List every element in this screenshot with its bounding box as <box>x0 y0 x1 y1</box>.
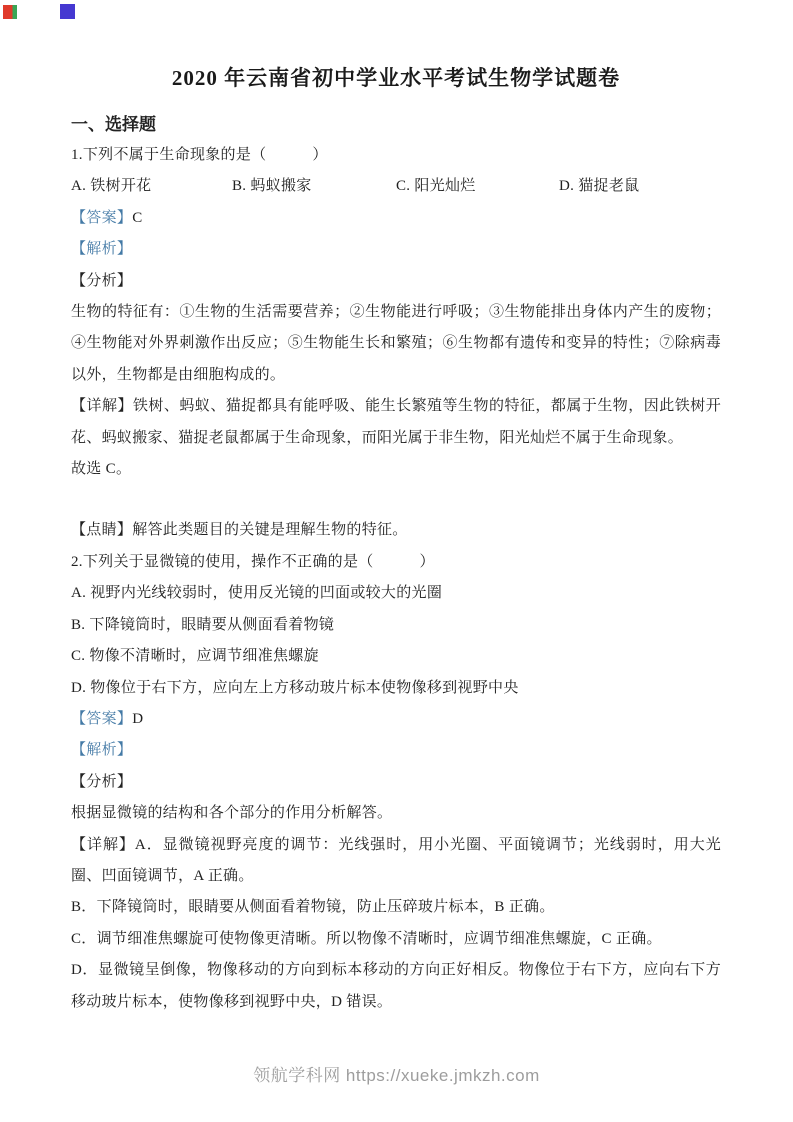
exam-title: 2020 年云南省初中学业水平考试生物学试题卷 <box>171 66 621 90</box>
answer-label: 【答案】 <box>71 710 133 727</box>
question-2-answer-line <box>71 704 721 735</box>
question-2-detail-c: C．调节细准焦螺旋可使物像更清晰。所以物像不清晰时，应调节细准焦螺旋，C 正确。 <box>71 930 662 947</box>
question-1-detail-text: 【详解】铁树、蚂蚁、猫捉都具有能呼吸、能生长繁殖等生物的特征，都属于生物，因此铁树开花、蚂蚁搬家、猫捉老鼠都属于生命现象，而阳光属于非生物，阳光灿烂不属于生命现象。 <box>71 398 721 446</box>
question-1-option-c: C. 阳光灿烂 <box>396 178 476 195</box>
question-2-option-c: C. 物像不清晰时，应调节细准焦螺旋 <box>71 648 319 665</box>
section-heading: 一、选择题 <box>71 115 156 134</box>
question-2-detail-b: B．下降镜筒时，眼睛要从侧面看着物镜，防止压碎玻片标本，B 正确。 <box>71 899 555 916</box>
question-2-answer-value: D <box>132 710 144 727</box>
question-2-detail-d: D．显微镜呈倒像，物像移动的方向到标本移动的方向正好相反。物像位于右下方，应向右下方移动玻片标本，使物像移到视野中央，D 错误。 <box>71 962 721 1010</box>
question-2-breakdown-label: 【分析】 <box>71 773 133 790</box>
blue-square-artifact <box>60 4 75 19</box>
question-1-breakdown-text: 生物的特征有：①生物的生活需要营养；②生物能进行呼吸；③生物能排出身体内产生的废物；④生物能对外界刺激作出反应；⑤生物能生长和繁殖；⑥生物都有遗传和变异的特性；⑦除病毒以外，生物都是由细胞构成的。 <box>71 304 721 383</box>
question-2-breakdown-text: 根据显微镜的结构和各个部分的作用分析解答。 <box>71 805 393 822</box>
question-1-breakdown-label: 【分析】 <box>71 272 133 289</box>
question-1-option-d: D. 猫捉老鼠 <box>559 178 640 195</box>
question-1-option-b: B. 蚂蚁搬家 <box>232 178 312 195</box>
question-2-option-d: D. 物像位于右下方，应向左上方移动玻片标本使物像移到视野中央 <box>71 679 519 696</box>
question-2-option-a: A. 视野内光线较弱时，使用反光镜的凹面或较大的光圈 <box>71 585 443 602</box>
question-1-option-a: A. 铁树开花 <box>71 178 152 195</box>
question-2-option-b: B. 下降镜筒时，眼睛要从侧面看着物镜 <box>71 616 335 633</box>
answer-label: 【答案】 <box>71 209 133 226</box>
question-1-options <box>71 171 721 202</box>
site-watermark: 领航学科网 https://xueke.jmkzh.com <box>253 1066 540 1085</box>
question-2-analysis-label: 【解析】 <box>71 742 133 759</box>
question-1-answer-line <box>71 203 721 234</box>
question-2-detail-a: 【详解】A．显微镜视野亮度的调节：光线强时，用小光圈、平面镜调节；光线弱时，用大光圈、凹面镜调节，A 正确。 <box>71 836 721 884</box>
question-1-answer-value: C <box>132 209 143 226</box>
red-square-artifact <box>3 5 17 19</box>
question-1-tip: 【点睛】解答此类题目的关键是理解生物的特征。 <box>71 522 408 539</box>
question-1-stem: 1.下列不属于生命现象的是（ ） <box>71 147 328 163</box>
question-1-analysis-label: 【解析】 <box>71 241 133 258</box>
question-1-conclusion: 故选 C。 <box>71 461 132 478</box>
question-2-stem: 2.下列关于显微镜的使用，操作不正确的是（ ） <box>71 553 435 570</box>
